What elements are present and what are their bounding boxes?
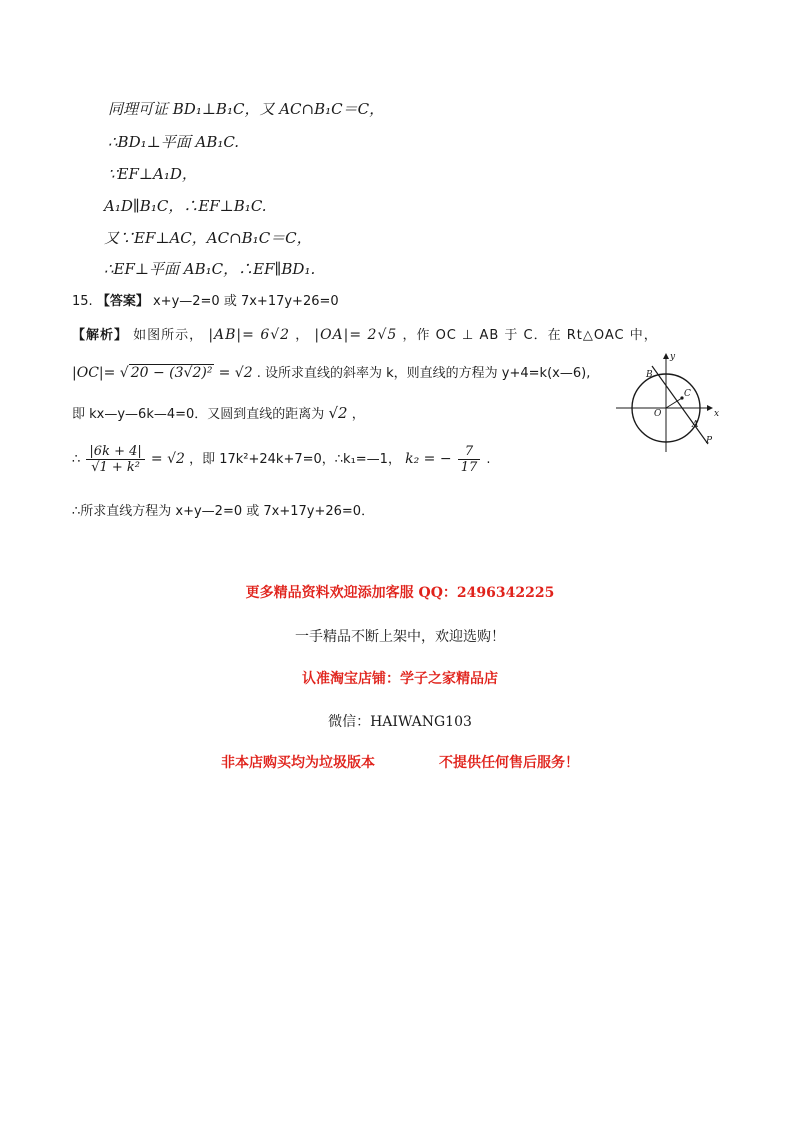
oa-length: |OA|= 2√5	[314, 327, 398, 343]
label-p: P	[706, 436, 713, 446]
question-15-answer-line	[72, 290, 339, 309]
axes	[616, 354, 712, 452]
proof-line-6: ∴EF⊥平面 AB₁C，∴EF∥BD₁.	[104, 260, 316, 278]
question-number: 15.	[72, 294, 93, 309]
proof-line-1: 同理可证 BD₁⊥B₁C，又 AC∩B₁C＝C，	[108, 100, 385, 118]
analysis-prefix: 如图所示，	[133, 328, 204, 343]
proof-line-3: ∵EF⊥A₁D，	[108, 165, 197, 183]
label-a: A	[692, 420, 699, 430]
analysis-line-5: ∴所求直线方程为 x+y—2=0 或 7x+17y+26=0．	[72, 504, 375, 519]
analysis-mid-4: ，即 17k²+24k+7=0，∴k₁=—1，	[189, 452, 401, 467]
label-y: y	[670, 352, 676, 362]
promo-shop-name: 认准淘宝店铺：学子之家精品店	[302, 671, 498, 687]
therefore-symbol: ∴	[72, 452, 81, 467]
k2-fraction	[458, 444, 481, 475]
segment-oc	[666, 398, 682, 408]
proof-line-4: A₁D∥B₁C，∴EF⊥B₁C.	[104, 197, 267, 215]
k2-lhs: k₂ = −	[405, 451, 452, 467]
promo-warning	[0, 752, 800, 772]
analysis-text-3: 即 kx—y—6k—4=0．又圆到直线的距离为	[72, 407, 325, 422]
analysis-line-2	[72, 362, 590, 381]
analysis-line-4: ∴ $\frac{|6k + 4|}{\text{√1 + k²}}$ = √2 ，即 17k²+24k+7=0，∴k₁=—1， k₂ = − $\frac{7}{17}$ .	[72, 444, 491, 475]
promo-new-arrivals: 一手精品不断上架中，欢迎选购！	[295, 629, 505, 645]
k2-denominator: 17	[460, 460, 478, 475]
k2-numerator: 7	[458, 444, 481, 460]
promo-wechat: 微信：HAIWANG103	[328, 714, 472, 730]
label-o: O	[654, 409, 662, 419]
oc-rhs: = √2	[218, 365, 253, 381]
answer-tag: 【答案】	[96, 294, 149, 309]
oc-radicand: 20 − (3√2)²	[130, 365, 213, 381]
analysis-suffix-1: ，作 OC ⊥ AB 于 C．在 Rt△OAC 中，	[402, 328, 658, 343]
analysis-suffix-2: . 设所求直线的斜率为 k，则直线的方程为 y+4=k(x—6),	[256, 366, 591, 381]
analysis-line-1: 【解析】 如图所示， |AB|= 6√2 ， |OA|= 2√5 ，作 OC ⊥ AB 于 C．在 Rt△OAC 中，	[72, 327, 658, 343]
circle-line-figure	[612, 350, 724, 456]
promo-warning-left: 非本店购买均为垃圾版本	[221, 755, 375, 771]
label-c: C	[684, 389, 691, 399]
fraction-equals: = √2	[150, 451, 185, 467]
distance-fraction	[86, 444, 144, 475]
fraction-denominator: √1 + k²	[91, 460, 140, 475]
analysis-line-3: 即 kx—y—6k—4=0．又圆到直线的距离为 √2 ，	[72, 404, 365, 422]
fraction-numerator: |6k + 4|	[86, 444, 144, 460]
label-x: x	[714, 409, 720, 419]
analysis-tag: 【解析】	[72, 328, 129, 343]
promo-warning-right: 不提供任何售后服务！	[439, 755, 579, 771]
answer-text: x+y—2=0 或 7x+17y+26=0	[152, 294, 339, 309]
oc-lhs: |OC|= √	[72, 365, 129, 381]
label-b: B	[646, 370, 653, 380]
distance-value: √2	[328, 404, 348, 422]
ab-length: |AB|= 6√2	[208, 327, 291, 343]
proof-line-5: 又∵EF⊥AC，AC∩B₁C＝C，	[104, 229, 312, 247]
proof-line-2: ∴BD₁⊥平面 AB₁C.	[108, 133, 240, 151]
promo-contact-qq: 更多精品资料欢迎添加客服 QQ：2496342225	[245, 585, 555, 601]
